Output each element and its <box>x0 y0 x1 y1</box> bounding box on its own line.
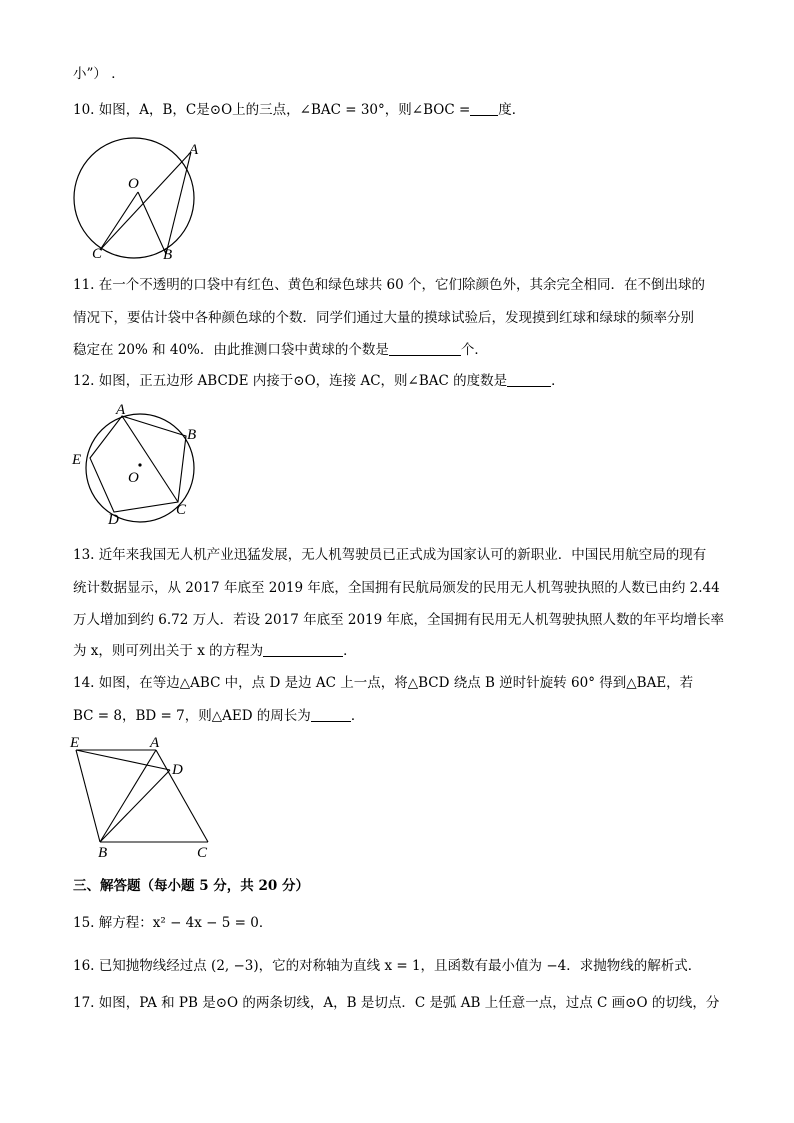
q13-text: 为 x，则可列出关于 x 的方程为 <box>73 643 264 659</box>
fig12-label-B: B <box>187 427 197 443</box>
answer-blank-11[interactable] <box>389 341 461 356</box>
answer-blank-13[interactable] <box>263 642 343 657</box>
answer-blank-14[interactable] <box>311 707 351 722</box>
question-13-line1: 13. 近年来我国无人机产业迅猛发展，无人机驾驶员已正式成为国家认可的新职业．中国民用航空局的现有 <box>73 547 707 563</box>
figure-q12-pentagon <box>66 402 206 532</box>
q11-text: 稳定在 20% 和 40%．由此推测口袋中黄球的个数是 <box>73 342 389 358</box>
fig12-label-E: E <box>72 452 82 468</box>
section-heading-3: 三、解答题（每小题 5 分，共 20 分） <box>73 878 309 894</box>
fig10-label-O: O <box>128 176 139 192</box>
fig14-label-C: C <box>197 845 208 861</box>
answer-blank-10[interactable] <box>470 101 498 116</box>
fig12-label-A: A <box>116 402 126 418</box>
figure-q10-circle <box>66 136 216 262</box>
fig14-label-E: E <box>70 735 80 751</box>
question-16: 16. 已知抛物线经过点 (2, −3)，它的对称轴为直线 x = 1，且函数有最小值为 −4．求抛物线的解析式． <box>73 958 702 974</box>
fig10-label-B: B <box>163 247 173 262</box>
fig10-label-A: A <box>189 142 199 158</box>
fig14-label-D: D <box>172 762 183 778</box>
q12-end: ． <box>551 373 565 389</box>
q14-end: ． <box>350 708 365 724</box>
q12-text: 12. 如图，正五边形 ABCDE 内接于⊙O，连接 AC，则∠BAC 的度数是 <box>73 373 508 389</box>
fig14-label-A: A <box>150 735 160 751</box>
fig10-label-C: C <box>92 246 103 262</box>
question-13-line4 <box>73 641 357 661</box>
q13-end: ． <box>343 643 357 659</box>
q10-text: 10. 如图，A，B，C是⊙O上的三点，∠BAC = 30°，则∠BOC = <box>73 102 471 118</box>
question-14-line2 <box>73 706 364 726</box>
question-11-line2: 情况下，要估计袋中各种颜色球的个数．同学们通过大量的摸球试验后，发现摸到红球和绿球的频率分别 <box>73 310 694 326</box>
fig14-label-B: B <box>98 845 108 861</box>
question-13-line3: 万人增加到约 6.72 万人．若设 2017 年底至 2019 年底，全国拥有民用无人机驾驶执照人数的年平均增长率 <box>73 612 725 628</box>
q11-end: 个． <box>460 342 488 358</box>
question-15: 15. 解方程：x² − 4x − 5 = 0． <box>73 915 273 931</box>
fig12-label-O: O <box>128 470 139 486</box>
question-14-line1: 14. 如图，在等边△ABC 中，点 D 是边 AC 上一点，将△BCD 绕点 B 逆时针旋转 60° 得到△BAE，若 <box>73 675 694 691</box>
question-10 <box>73 100 525 120</box>
q14-text: BC = 8，BD = 7，则△AED 的周长为 <box>73 708 311 724</box>
q10-end: 度． <box>498 102 526 118</box>
line-prev-end: 小”） ． <box>73 66 125 82</box>
question-12 <box>73 371 565 391</box>
question-13-line2: 统计数据显示，从 2017 年底至 2019 年底，全国拥有民航局颁发的民用无人机驾驶执照的人数已由约 2.44 <box>73 580 720 596</box>
fig12-label-C: C <box>176 502 187 518</box>
figure-q14-triangle <box>66 734 226 862</box>
fig12-label-D: D <box>108 512 119 528</box>
question-17: 17. 如图，PA 和 PB 是⊙O 的两条切线，A，B 是切点．C 是弧 AB 上任意一点，过点 C 画⊙O 的切线，分 <box>73 995 720 1011</box>
question-11-line1: 11. 在一个不透明的口袋中有红色、黄色和绿色球共 60 个，它们除颜色外，其余完全相同．在不倒出球的 <box>73 277 706 293</box>
answer-blank-12[interactable] <box>507 372 551 387</box>
question-11-line3 <box>73 340 488 360</box>
